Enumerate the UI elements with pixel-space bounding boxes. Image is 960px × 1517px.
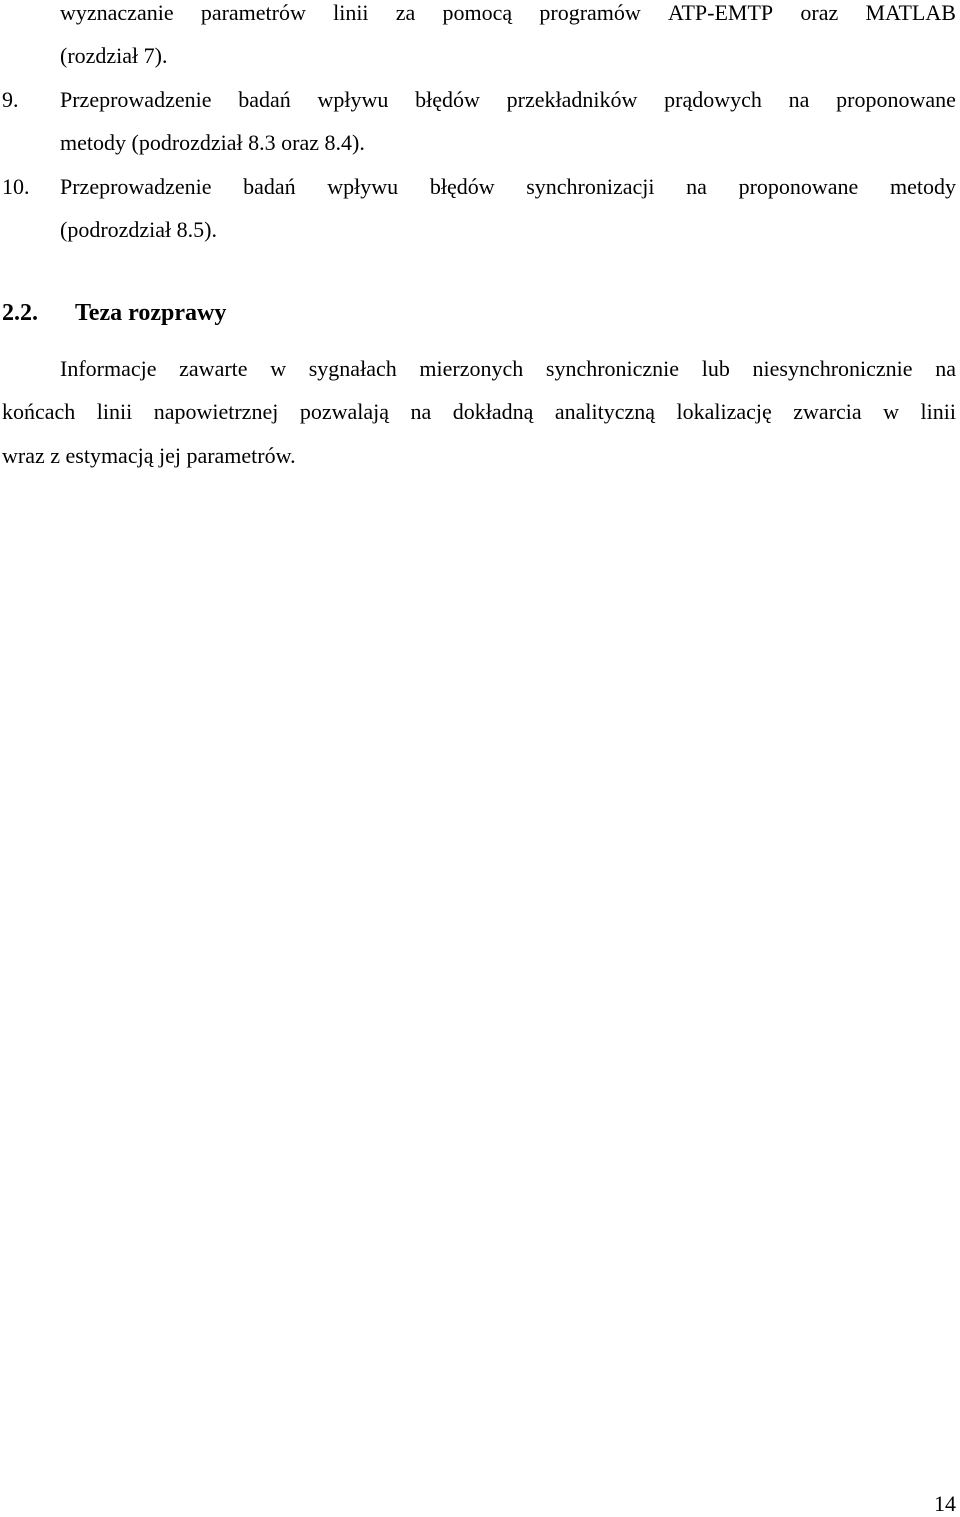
word: linii (333, 0, 369, 25)
word: w (270, 356, 287, 381)
list-continuation-line-1 (60, 0, 956, 26)
word: lub (701, 356, 730, 381)
word: błędów (415, 87, 480, 112)
word: pozwalają (299, 399, 389, 424)
word: sygnałach (308, 356, 397, 381)
word: błędów (429, 174, 495, 199)
word: Informacje (60, 356, 157, 381)
list-item-9-number: 9. (2, 87, 19, 112)
word: niesynchronicznie (752, 356, 913, 381)
word: wpływu (327, 174, 399, 199)
word: końcach (2, 399, 76, 424)
word: zwarcia (793, 399, 862, 424)
thesis-line-3: wraz z estymacją jej parametrów. (2, 443, 296, 468)
thesis-line-2 (2, 399, 956, 425)
word: prądowych (664, 87, 762, 112)
list-item-9-line-2: metody (podrozdział 8.3 oraz 8.4). (60, 130, 365, 155)
word: mierzonych (419, 356, 524, 381)
word: oraz (800, 0, 839, 25)
word: w (883, 399, 900, 424)
list-item-10-line-2: (podrozdział 8.5). (60, 217, 217, 242)
page-number: 14 (934, 1491, 956, 1516)
word: Przeprowadzenie (60, 174, 212, 199)
word: na (788, 87, 810, 112)
word: programów (539, 0, 641, 25)
list-item-10-number: 10. (2, 174, 30, 199)
word: napowietrznej (153, 399, 279, 424)
word: synchronicznie (545, 356, 680, 381)
word: badań (243, 174, 296, 199)
list-item-10-line-1 (60, 174, 956, 200)
word: linii (96, 399, 133, 424)
section-title: Teza rozprawy (75, 300, 227, 326)
thesis-line-1 (60, 356, 956, 382)
word: proponowane (836, 87, 956, 112)
word: ATP-EMTP (668, 0, 774, 25)
word: linii (920, 399, 956, 424)
word: przekładników (506, 87, 638, 112)
word: zawarte (179, 356, 248, 381)
word: badań (238, 87, 291, 112)
word: MATLAB (865, 0, 956, 25)
word: lokalizację (676, 399, 772, 424)
word: dokładną (452, 399, 534, 424)
word: parametrów (200, 0, 306, 25)
word: metody (889, 174, 956, 199)
word: na (410, 399, 432, 424)
word: wyznaczanie (60, 0, 174, 25)
word: za (395, 0, 416, 25)
word: synchronizacji (526, 174, 655, 199)
section-number: 2.2. (2, 300, 38, 326)
word: analityczną (554, 399, 656, 424)
word: na (935, 356, 956, 381)
word: proponowane (738, 174, 859, 199)
word: na (686, 174, 707, 199)
list-continuation-line-2: (rozdział 7). (60, 43, 168, 68)
list-item-9-line-1 (60, 87, 956, 113)
word: Przeprowadzenie (60, 87, 212, 112)
word: wpływu (317, 87, 389, 112)
word: pomocą (442, 0, 513, 25)
